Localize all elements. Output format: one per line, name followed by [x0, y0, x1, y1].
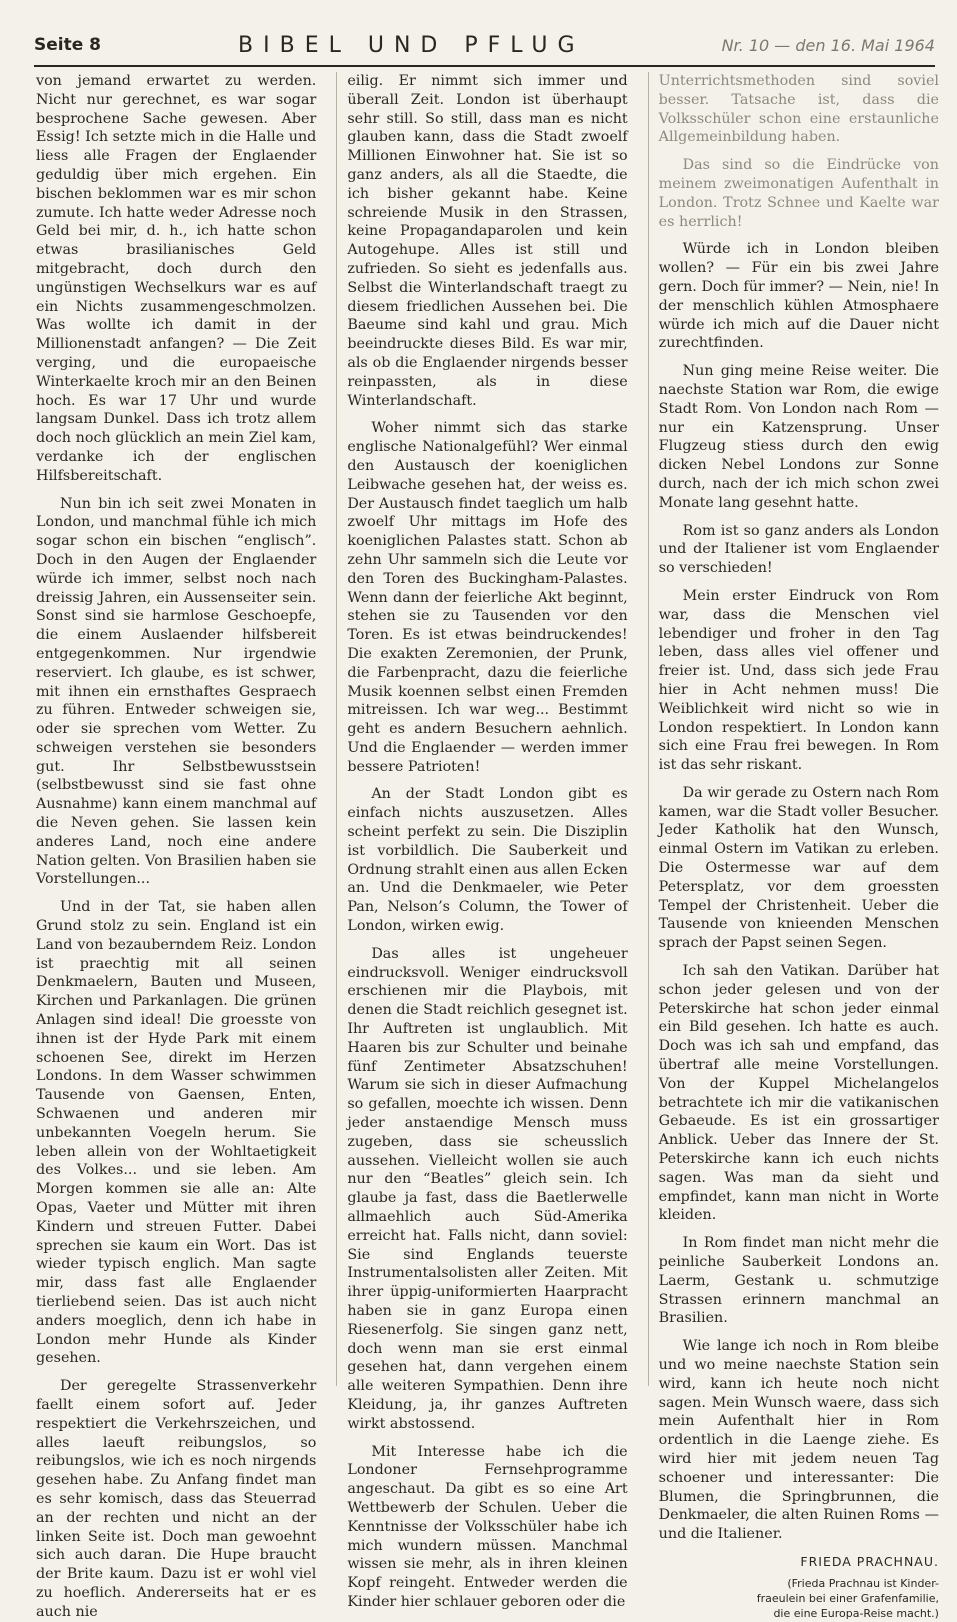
issue-date: Nr. 10 — den 16. Mai 1964: [721, 35, 935, 55]
paragraph: An der Stadt London gibt es einfach nichts auszusetzen. Alles scheint perfekt zu sein. Die Disziplin ist vorbildlich. Die Sauberkeit und Ordnung strahlt einen aus allen Ecken an. Und die Denkmaeler, wie Peter Pan, Nelson’s Column, the Tower of London, wirken ewig.: [347, 786, 628, 935]
footnote-line: (Frieda Prachnau ist Kinder-: [787, 1576, 939, 1590]
paragraph: Würde ich in London bleiben wollen? — Für ein bis zwei Jahre gern. Doch für immer? — Nein, nie! In der menschlich kühlen Atmosphaere würde ich mich auf die Dauer nicht zurechtfinden.: [658, 241, 939, 352]
page-header: [34, 28, 935, 62]
column-2: [336, 72, 628, 1610]
paragraph: Das sind so die Eindrücke von meinem zweimonatigen Aufenthalt in London. Trotz Schnee und Kaelte war es herrlich!: [658, 157, 939, 230]
masthead-title: BIBEL UND PFLUG: [238, 32, 585, 58]
footnote-line: fraeulein bei einer Grafenfamilie,: [756, 1591, 939, 1605]
page-number: Seite 8: [34, 35, 102, 55]
paragraph: Der geregelte Strassenverkehr faellt einem sofort auf. Jeder respektiert die Verkehrszeichen, und alles laeuft reibungslos, so reibungslos, wie ich es noch nirgends gesehen habe. Zu Anfang findet man es sehr komisch, dass das Steuerrad an der rechten und nicht an der linken Seite ist. Doch man gewoehnt sich auch daran. Die Hupe braucht der Brite kaum. Dazu ist er wohl viel zu hoeflich. Andererseits hat er es auch nie: [36, 1378, 317, 1620]
paragraph: von jemand erwartet zu werden. Nicht nur gerechnet, es war sogar besprochene Sache gewesen. Aber Essig! Ich setzte mich in die Halle und liess alle Fragen der Englaender geduldig über mich ergehen. Ein bischen beklommen war es mir schon zumute. Ich hatte weder Adresse noch Geld bei mir, d. h., ich hatte schon etwas brasilianisches Geld mitgebracht, doch durch den ungünstigen Wechselkurs war es auf ein Nichts zusammengeschmolzen. Was wollte ich damit in der Millionenstadt anfangen? — Die Zeit verging, und die europaeische Winterkaelte kroch mir an den Beinen hoch. Es war 17 Uhr und wurde langsam Dunkel. Dass ich trotz allem doch noch glücklich an mein Ziel kam, verdanke ich der englischen Hilfsbereitschaft.: [36, 73, 317, 484]
paragraph: Nun bin ich seit zwei Monaten in London, und manchmal fühle ich mich sogar schon ein bischen “englisch”. Doch in den Augen der Englaender würde ich immer, selbst noch nach dreissig Jahren, ein Aussenseiter sein. Sonst sind sie harmlose Geschoepfe, die einem Auslaender hilfsbereit entgegenkommen. Nur irgendwie reserviert. Ich glaube, es ist schwer, mit ihnen ein ernsthaftes Gespraech zu führen. Entweder schweigen sie, oder sie sprechen vom Wetter. Zu schweigen verstehen sie besonders gut. Ihr Selbstbewusstsein (selbstbewusst sind sie fast ohne Ausnahme) kann einem manchmal auf die Neven gehen. Sie lassen kein anderes Land, noch eine andere Nation gelten. Von Brasilien haben sie Vorstellungen...: [36, 495, 317, 888]
paragraph: Mit Interesse habe ich die Londoner Fernsehprogramme angeschaut. Da gibt es so eine Art Wettbewerb der Schulen. Ueber die Kenntnisse der Volksschüler habe ich mich wundern müssen. Manchmal wissen sie mehr, als in ihren kleinen Kopf reingeht. Entweder werden die Kinder hier schlauer geboren oder die: [347, 1443, 628, 1610]
column-1: [36, 72, 317, 1620]
footnote-line: die eine Europa-Reise macht.): [773, 1606, 939, 1620]
paragraph: Da wir gerade zu Ostern nach Rom kamen, war die Stadt voller Besucher. Jeder Katholik hat den Wunsch, einmal Ostern im Vatikan zu erleben. Die Ostermesse war auf dem Petersplatz, vor dem groessten Tempel der Christenheit. Ueber die Tausende von knieenden Menschen sprach der Papst seinen Segen.: [658, 784, 939, 952]
paragraph: In Rom findet man nicht mehr die peinliche Sauberkeit Londons an. Laerm, Gestank u. schmutzige Strassen erinnern manchmal an Brasilien.: [658, 1235, 939, 1327]
paragraph: Wie lange ich noch in Rom bleibe und wo meine naechste Station sein wird, kann ich heute noch nicht sagen. Mein Wunsch waere, dass sich mein Aufenthalt hier in Rom ordentlich in die Laenge ziehe. Es wird hier mit jedem neuen Tag schoener und interessanter: Die Blumen, die Springbrunnen, die Denkmaeler, die alten Ruinen Roms — und die Italiener.: [658, 1338, 939, 1543]
paragraph: Mein erster Eindruck von Rom war, dass die Menschen viel lebendiger und froher in den Tag leben, dass alles viel offener und freier ist. Und, dass sich jede Frau hier in Acht nehmen muss! Die Weiblichkeit wird nicht so wie in London respektiert. In London kann sich eine Frau frei bewegen. In Rom ist das sehr riskant.: [658, 587, 939, 774]
paragraph: Rom ist so ganz anders als London und der Italiener ist vom Englaender so verschieden!: [658, 522, 939, 577]
author-footnote: [659, 1576, 939, 1621]
author-signature: FRIEDA PRACHNAU.: [800, 1553, 939, 1569]
paragraph: Und in der Tat, sie haben allen Grund stolz zu sein. England ist ein Land von bezauberndem Reiz. London ist praechtig mit all seinen Denkmaelern, Bauten und Museen, Kirchen und Parkanlagen. Die grünen Anlagen sind ideal! Die groesste von ihnen ist der Hyde Park mit einem schoenen See, direkt im Herzen Londons. In dem Wasser schwimmen Tausende von Gaensen, Enten, Schwaenen und anderen mir unbekannten Voegeln herum. Sie leben allein von der Wohltaetigkeit des Volkes... und sie leben. Am Morgen kommen sie alle an: Alte Opas, Vaeter und Mütter mit ihren Kindern und streuen Futter. Dabei sprechen sie kaum ein Wort. Das ist wieder typisch englich. Man sagte mir, dass fast alle Englaender tierliebend seien. Das ist auch nicht anders moeglich, denn ich habe in London mehr Hunde als Kinder gesehen.: [36, 899, 317, 1367]
header-rule: [34, 65, 935, 67]
column-3: [648, 72, 939, 1620]
paragraph: Ich sah den Vatikan. Darüber hat schon jeder gelesen und von der Peterskirche hat schon jeder einmal ein Bild gesehen. Ich hatte es auch. Doch was ich sah und empfand, das übertraf alle meine Vorstellungen. Von der Kuppel Michelangelos betrachtete ich mir die vatikanischen Gebaeude. Es ist ein grossartiger Anblick. Ueber das Innere der St. Peterskirche kann ich euch nichts sagen. Was man da sieht und empfindet, kann man nicht in Worte kleiden.: [658, 963, 939, 1224]
paragraph: Unterrichtsmethoden sind soviel besser. Tatsache ist, dass die Volksschüler schon eine erstaunliche Allgemeinbildung haben.: [658, 73, 939, 146]
paragraph: Woher nimmt sich das starke englische Nationalgefühl? Wer einmal den Austausch der koeniglichen Leibwache gesehen hat, der weiss es. Der Austausch findet taeglich um halb zwoelf Uhr mittags im Hofe des koeniglichen Palastes statt. Schon ab zehn Uhr sammeln sich die Leute vor den Toren des Buckingham-Palastes. Wenn dann der feierliche Akt beginnt, stehen sie zu Tausenden vor den Toren. Es ist etwas beindruckendes! Die exakten Zeremonien, der Prunk, die Farbenpracht, dazu die feierliche Musik koennen selbst einen Fremden mitreissen. Ich war weg... Bestimmt geht es andern Besuchern aehnlich. Und die Englaender — werden immer bessere Patrioten!: [347, 420, 628, 775]
paragraph: Nun ging meine Reise weiter. Die naechste Station war Rom, die ewige Stadt Rom. Von London nach Rom — nur ein Katzensprung. Unser Flugzeug stiess durch den ewig dicken Nebel Londons zur Sonne durch, nach der ich mich schon zwei Monate lang gesehnt hatte.: [658, 363, 939, 511]
paragraph: eilig. Er nimmt sich immer und überall Zeit. London ist überhaupt sehr still. So still, dass man es nicht glauben kann, dass die Stadt zwoelf Millionen Einwohner hat. Sie ist so ganz anders, als all die Staedte, die ich bisher gekannt habe. Keine schreiende Musik in den Strassen, keine Propagandaparolen und kein Autogehupe. Alles ist still und zufrieden. So sieht es jedenfalls aus. Selbst die Winterlandschaft traegt zu diesem friedlichen Aussehen bei. Die Baeume sind kahl und grau. Mich beeindruckte dieses Bild. Es war mir, als ob die Englaender nirgends besser reinpassten, als in diese Winterlandschaft.: [347, 73, 628, 409]
article-columns: [36, 72, 939, 1620]
paragraph: Das alles ist ungeheuer eindrucksvoll. Weniger eindrucksvoll erschienen mir die Playbois, mit denen die Stadt reichlich gesegnet ist. Ihr Auftreten ist unglaublich. Mit Haaren bis zur Schulter und beinahe fünf Zentimeter Absatzschuhen! Warum sie sich in dieser Aufmachung so gefallen, moechte ich wissen. Denn jeder anstaendige Mensch muss zugeben, dass sie scheusslich aussehen. Vielleicht wollen sie auch nur den “Beatles” gleich sein. Ich glaube ja fast, dass die Baetlerwelle allmaehlich auch Süd-Amerika erreicht hat. Falls nicht, dann soviel: Sie sind Englands teuerste Instrumentalsolisten aller Zeiten. Mit ihrer üppig-uniformierten Haarpracht haben sie in ganz Europa einen Riesenerfolg. Sie singen ganz nett, doch wenn man sie erst einmal gesehen hat, dann vergehen einem alle weiteren Sympathien. Denn ihre Kleidung, ja, ihr ganzes Auftreten wirkt abstossend.: [347, 945, 628, 1432]
